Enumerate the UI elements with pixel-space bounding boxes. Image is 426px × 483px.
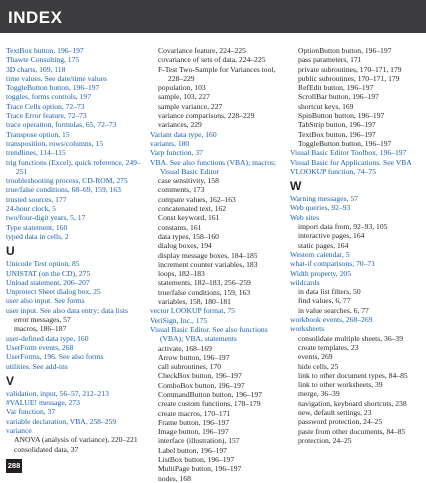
index-entry: Variant data type, 160 (150, 129, 217, 139)
index-subentry: events, 269 (298, 352, 333, 362)
index-entry: Visual Basic for Applications. See VBA (290, 157, 412, 167)
index-entry: Unload statement, 206–207 (6, 277, 90, 287)
index-entry: Web sites (290, 212, 320, 222)
index-subentry: interface (illustration), 157 (158, 436, 240, 446)
index-subentry: create templates, 23 (298, 342, 359, 352)
index-column-2 (150, 46, 285, 483)
index-entry: true/false conditions, 68–69, 159, 163 (6, 185, 121, 195)
index-subentry: ComboBox button, 196–197 (158, 380, 245, 390)
index-subentry: create macros, 170–171 (158, 408, 231, 418)
index-subentry: dialog boxes, 194 (158, 241, 212, 251)
index-subentry: ListBox button, 196–197 (158, 455, 235, 465)
index-subentry: SpinButton button, 196–197 (298, 111, 385, 121)
index-entry: Type statement, 160 (6, 222, 68, 232)
section-letter-w: W (290, 179, 302, 194)
index-entry: VeriSign, Inc., 175 (150, 315, 208, 325)
index-column-1 (6, 46, 141, 454)
index-entry: UserForm events, 268 (6, 342, 74, 352)
index-entry: time values. See date/time values (6, 73, 108, 83)
index-entry: #VALUE! message, 273 (6, 398, 80, 408)
index-entry: toggles, forms controls, 197 (6, 92, 91, 102)
index-entry: variable declaration, VBA, 258–259 (6, 416, 117, 426)
index-entry: worksheets (290, 324, 325, 334)
index-entry: Varp function, 37 (150, 148, 203, 158)
index-entry: troubleshooting process, CD-ROM, 275 (6, 176, 128, 186)
index-subentry: protection, 24–25 (298, 435, 352, 445)
index-entry: variance (6, 425, 32, 435)
index-entry: TextBox button, 196–197 (6, 46, 84, 55)
index-entry: validation, input, 56–57, 212–213 (6, 388, 109, 398)
index-entry: user input. See also data entry; data lists (6, 305, 128, 315)
index-subentry: consolidate multiple sheets, 36–39 (298, 333, 404, 343)
index-subentry: Label button, 196–197 (158, 445, 227, 455)
index-subentry: new, default settings, 23 (298, 407, 372, 417)
index-entry: typed data in cells, 2 (6, 231, 69, 241)
index-subentry: call subroutines, 170 (158, 362, 222, 372)
index-entry: user-defined data type, 160 (6, 333, 89, 343)
index-entry: Warning messages, 57 (290, 194, 358, 204)
index-subentry: static pages, 164 (298, 240, 349, 250)
index-entry: transposition, rows/columns, 15 (6, 138, 104, 148)
index-entry: Var function, 37 (6, 407, 56, 417)
index-subentry: link to other document types, 84–85 (298, 370, 408, 380)
index-entry: Western calendar, 5 (290, 249, 350, 259)
index-header (0, 0, 426, 33)
index-subentry: find values, 6, 77 (298, 296, 351, 306)
section-letter-v: V (6, 373, 15, 388)
index-title: INDEX (8, 8, 63, 27)
index-subentry: loops, 182–183 (158, 269, 205, 279)
index-subentry: constants, 161 (158, 222, 202, 232)
index-subentry: password protection, 24–25 (298, 417, 383, 427)
index-subentry: TabStrip button, 196–197 (298, 120, 376, 130)
index-subentry: pass parameters, 171 (298, 55, 362, 65)
index-subentry: Frame button, 196–197 (158, 417, 230, 427)
index-entry: Web queries, 92–93 (290, 203, 351, 213)
index-subentry: statements, 182–183, 256–259 (158, 278, 251, 288)
index-subentry: increment counter variables, 183 (158, 259, 258, 269)
index-subentry: variance comparisons, 228–229 (158, 111, 255, 121)
index-entry: 3D charts, 109, 118 (6, 64, 66, 74)
index-subentry: OptionButton button, 196–197 (298, 46, 392, 55)
index-subentry: concatenated text, 162 (158, 204, 227, 214)
index-subentry: create custom functions, 178–179 (158, 399, 261, 409)
index-subentry: merge, 36–39 (298, 389, 340, 399)
index-subentry: variances, 229 (158, 120, 202, 130)
index-entry: Unprotect Sheet dialog box, 25 (6, 287, 101, 297)
index-subentry: Arrow button, 196–197 (158, 352, 230, 362)
index-subentry: public subroutines, 170–171, 179 (298, 73, 400, 83)
index-entry: trace operation, formulas, 65, 72–73 (6, 120, 117, 130)
index-entry: two/four-digit years, 5, 17 (6, 213, 86, 223)
index-subentry: data types, 158–160 (158, 231, 219, 241)
index-entry: Unicode Text option, 85 (6, 259, 80, 269)
index-subentry: true/false conditions, 159, 163 (158, 287, 251, 297)
index-entry: variants, 180 (150, 138, 190, 148)
index-subentry: private subroutines, 170–171, 179 (298, 64, 402, 74)
index-subentry: MultiPage button, 196–197 (158, 464, 242, 474)
index-entry: workbook events, 268–269 (290, 315, 373, 325)
index-subentry: ANOVA (analysis of variance), 220–221 (14, 435, 138, 445)
index-subentry: consolidated data, 37 (14, 444, 79, 454)
index-entry: Visual Basic Editor Toolbox, 196–197 (290, 148, 407, 158)
index-subentry: sample, 103, 227 (158, 92, 210, 102)
index-entry: Width property, 205 (290, 268, 351, 278)
index-entry: utilities. See add-ins (6, 361, 68, 371)
index-entry: UserForms, 196. See also forms (6, 352, 104, 362)
index-entry: user also input. See forms (6, 296, 85, 306)
index-subentry: interactive pages, 164 (298, 231, 365, 241)
index-entry: Thawte Consulting, 175 (6, 55, 80, 65)
index-subentry: comments, 173 (158, 185, 205, 195)
index-subentry: hide cells, 25 (298, 361, 339, 371)
index-entry: VLOOKUP function, 74–75 (290, 166, 376, 176)
index-entry: Trace Error feature, 72–73 (6, 111, 87, 121)
index-entry: Trace Cells option, 72–73 (6, 101, 85, 111)
page-number: 288 (6, 459, 22, 473)
index-subentry: macros, 186–187 (14, 324, 67, 334)
index-entry: Visual Basic Editor. See also functions (VBA); VBA, statements (150, 324, 268, 344)
index-subentry: F-Test Two-Sample for Variances tool, 228–229 (158, 64, 276, 83)
index-subentry: in value searches, 6, 77 (298, 305, 369, 315)
index-subentry: CheckBox button, 196–197 (158, 371, 242, 381)
index-entry: wildcards (290, 277, 320, 287)
index-subentry: Image button, 196–197 (158, 427, 229, 437)
index-subentry: navigation, keyboard shortcuts, 238 (298, 398, 407, 408)
index-subentry: in data list filters, 50 (298, 287, 361, 297)
index-subentry: covariance of sets of data, 224–225 (158, 55, 266, 65)
index-subentry: variables, 158, 180–181 (158, 297, 231, 307)
index-subentry: display message boxes, 184–185 (158, 250, 258, 260)
index-subentry: paste from other documents, 84–85 (298, 426, 406, 436)
index-entry: UNISTAT (on the CD), 275 (6, 268, 91, 278)
index-subentry: ToggleButton button, 196–197 (298, 138, 392, 148)
index-subentry: nodes, 168 (158, 473, 191, 483)
index-column-3 (290, 46, 426, 445)
index-entry: 24-hour clock, 5 (6, 204, 56, 214)
index-subentry: Const keyword, 161 (158, 213, 220, 223)
index-subentry: Covariance feature, 224–225 (158, 46, 246, 55)
index-subentry: TextBox button, 196–197 (298, 129, 376, 139)
index-subentry: compare values, 162–163 (158, 194, 236, 204)
index-subentry: CommandButton button, 196–197 (158, 389, 262, 399)
index-subentry: RefEdit button, 196–197 (298, 83, 374, 93)
index-subentry: import data from, 92–93, 105 (298, 222, 388, 232)
index-entry: vector LOOKUP format, 75 (150, 306, 235, 316)
index-subentry: population, 103 (158, 83, 206, 93)
index-subentry: error messages, 57 (14, 315, 71, 325)
index-subentry: link to other worksheets, 39 (298, 380, 383, 390)
index-entry: Transpose option, 15 (6, 129, 70, 139)
index-subentry: sample variance, 227 (158, 101, 223, 111)
index-entry: trig functions (Excel), quick reference, 249–251 (6, 157, 141, 176)
index-subentry: case sensitivity, 158 (158, 176, 219, 186)
section-letter-u: U (6, 244, 15, 259)
index-subentry: shortcut keys, 169 (298, 101, 354, 111)
index-entry: ToggleButton button, 196–197 (6, 83, 100, 93)
index-entry: what-if comparisons, 70–71 (290, 259, 375, 269)
index-subentry: activate, 168–169 (158, 343, 212, 353)
index-subentry: ScrollBar button, 196–197 (298, 92, 379, 102)
index-entry: trendlines, 114–115 (6, 148, 66, 158)
index-entry: trusted sources, 177 (6, 194, 67, 204)
index-entry: VBA. See also functions (VBA); macros; Visual Basic Editor (150, 157, 277, 176)
